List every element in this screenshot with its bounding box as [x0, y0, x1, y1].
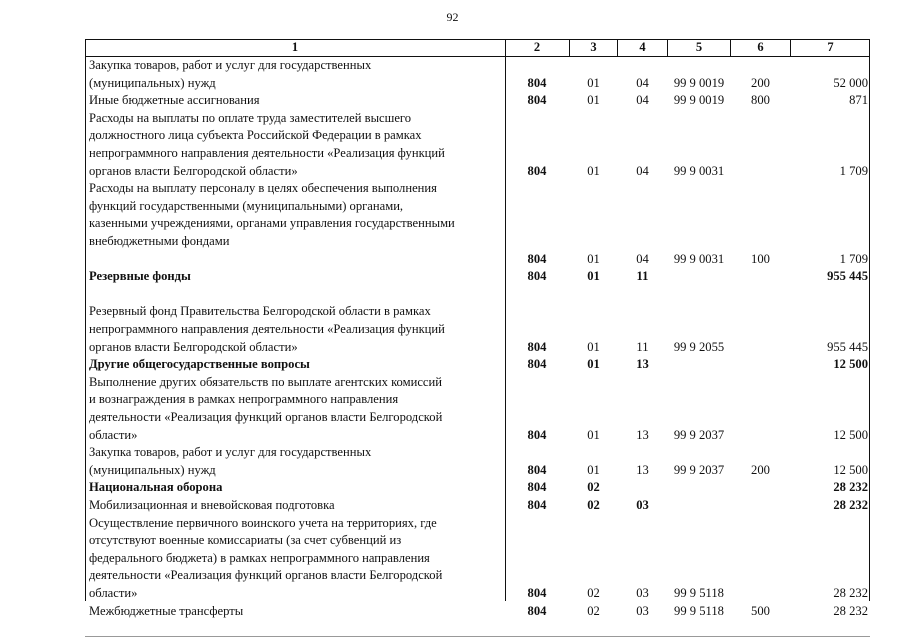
- col-border-6-7: [790, 39, 791, 56]
- description-line: функций государственными (муниципальными) органами,: [89, 198, 404, 213]
- cell-col-2: 804: [527, 480, 547, 495]
- cell-col-4: 04: [636, 163, 649, 178]
- row-description: [89, 374, 501, 444]
- row-description: [89, 268, 501, 303]
- cell-col-7: 12 500: [833, 462, 868, 477]
- description-line: внебюджетными фондами: [89, 233, 230, 248]
- table-row: [85, 92, 870, 110]
- cell-col-4: 03: [636, 498, 649, 512]
- cell-col-4: 04: [636, 93, 649, 108]
- row-description: [89, 515, 501, 603]
- table-row: [85, 303, 870, 356]
- cell-col-5: 99 9 5118: [674, 586, 724, 600]
- cell-col-7: 955 445: [827, 269, 868, 284]
- cell-col-5: 99 9 0031: [673, 163, 725, 178]
- header-col-7: 7: [827, 40, 834, 54]
- table-row: [85, 180, 870, 268]
- cell-col-5: 99 9 2037: [673, 462, 725, 477]
- description-line: Закупка товаров, работ и услуг для государственных: [89, 445, 372, 460]
- cell-col-3: 01: [587, 75, 600, 90]
- description-line: Национальная оборона: [89, 480, 223, 495]
- row-description: [89, 356, 501, 374]
- table-row: [85, 110, 870, 180]
- table-row: [85, 479, 870, 497]
- cell-col-2: 804: [527, 163, 547, 178]
- cell-col-3: 01: [587, 339, 600, 354]
- description-line: Осуществление первичного воинского учета на территориях, где: [89, 515, 437, 530]
- row-description: [89, 497, 501, 515]
- cell-col-5: 99 9 2055: [673, 339, 725, 354]
- header-col-6: 6: [757, 40, 764, 54]
- row-description: [89, 180, 501, 268]
- table-row: [85, 444, 870, 479]
- cell-col-4: 04: [636, 251, 649, 266]
- description-line: должностного лица субъекта Российской Федерации в рамках: [89, 128, 422, 143]
- table-row: [85, 603, 870, 621]
- table-row: [85, 57, 870, 92]
- description-line: Закупка товаров, работ и услуг для государственных: [89, 58, 372, 72]
- cell-col-4: 11: [636, 339, 649, 354]
- cell-col-3: 02: [587, 480, 600, 495]
- description-line: Мобилизационная и вневойсковая подготовка: [89, 498, 335, 512]
- cell-col-3: 02: [587, 603, 600, 618]
- description-line: Межбюджетные трансферты: [89, 603, 244, 618]
- row-description: [89, 603, 501, 621]
- cell-col-5: 99 9 5118: [674, 603, 724, 618]
- description-line: Резервный фонд Правительства Белгородской области в рамках: [89, 304, 431, 319]
- cell-col-4: 04: [636, 75, 649, 90]
- row-description: [89, 57, 501, 92]
- cell-col-7: 28 232: [833, 498, 868, 512]
- cell-col-4: 03: [636, 586, 649, 600]
- cell-col-7: 28 232: [833, 586, 868, 600]
- cell-col-3: 02: [587, 498, 600, 512]
- page-number: 92: [446, 10, 459, 24]
- col-border-4-5: [667, 39, 668, 56]
- description-line: деятельности «Реализация функций органов власти Белгородской: [89, 568, 443, 583]
- cell-col-7: 1 709: [839, 163, 868, 178]
- cell-col-2: 804: [527, 339, 547, 354]
- cell-col-2: 804: [527, 586, 547, 600]
- cell-col-2: 804: [527, 603, 547, 618]
- description-line: Выполнение других обязательств по выплате агентских комиссий: [89, 374, 442, 389]
- col-border-5-6: [730, 39, 731, 56]
- cell-col-6: 800: [751, 93, 770, 108]
- cell-col-2: 804: [527, 93, 547, 108]
- col-border-2-3: [569, 39, 570, 56]
- cell-col-3: 01: [587, 462, 600, 477]
- description-line: непрограммного направления деятельности «Реализация функций: [89, 321, 445, 336]
- header-col-4: 4: [639, 40, 646, 54]
- cell-col-4: 13: [636, 427, 649, 442]
- description-line: области»: [89, 427, 138, 442]
- cell-col-3: 01: [587, 269, 600, 284]
- cell-col-3: 01: [587, 427, 600, 442]
- cell-col-2: 804: [527, 269, 547, 284]
- cell-col-3: 01: [587, 251, 600, 266]
- cell-col-7: 28 232: [833, 480, 868, 495]
- cell-col-2: 804: [527, 357, 547, 372]
- description-line: казенными учреждениями, органами управления государственными: [89, 216, 455, 231]
- cell-col-7: 871: [849, 93, 868, 108]
- description-line: и вознаграждения в рамках непрограммного направления: [89, 392, 399, 407]
- cell-col-3: 02: [587, 586, 600, 600]
- cell-col-5: 99 9 0031: [673, 251, 725, 266]
- row-description: [89, 479, 501, 497]
- description-line: [89, 251, 501, 269]
- table-row: [85, 374, 870, 444]
- cell-col-7: 52 000: [833, 75, 868, 90]
- cell-col-6: 200: [751, 462, 770, 477]
- header-col-5: 5: [695, 40, 703, 54]
- description-line: отсутствуют военные комиссариаты (за счет субвенций из: [89, 533, 402, 548]
- row-description: [89, 110, 501, 180]
- description-line: Другие общегосударственные вопросы: [89, 357, 310, 372]
- cell-col-2: 804: [527, 462, 547, 477]
- cell-col-7: 12 500: [833, 357, 868, 372]
- description-line: области»: [89, 585, 138, 600]
- cell-col-5: 99 9 2037: [673, 427, 725, 442]
- cell-col-5: 99 9 0019: [673, 93, 725, 108]
- cell-col-3: 01: [587, 93, 600, 108]
- cell-col-3: 01: [587, 357, 600, 372]
- cell-col-7: 955 445: [827, 339, 868, 354]
- table-row: [85, 268, 870, 303]
- cell-col-7: 28 232: [833, 603, 868, 618]
- cell-col-7: 1 709: [839, 251, 868, 266]
- cell-col-6: 200: [751, 75, 770, 90]
- table-header: [85, 39, 870, 57]
- row-description: [89, 444, 501, 479]
- header-col-1: 1: [291, 40, 299, 54]
- cell-col-3: 01: [587, 163, 600, 178]
- header-col-2: 2: [533, 40, 541, 54]
- description-line: непрограммного направления деятельности «Реализация функций: [89, 145, 445, 160]
- description-line: деятельности «Реализация функций органов власти Белгородской: [89, 409, 443, 424]
- cell-col-4: 11: [636, 269, 649, 284]
- col-border-3-4: [617, 39, 618, 56]
- description-line: Расходы на выплаты по оплате труда заместителей высшего: [89, 110, 412, 125]
- description-line: (муниципальных) нужд: [89, 75, 216, 90]
- header-col-3: 3: [590, 40, 597, 54]
- page-bottom-line: [85, 636, 870, 637]
- cell-col-5: 99 9 0019: [673, 75, 725, 90]
- description-line: федерального бюджета) в рамках непрограммного направления: [89, 550, 430, 565]
- cell-col-4: 13: [636, 357, 649, 372]
- budget-table: [85, 39, 870, 618]
- description-line: Резервные фонды: [89, 269, 191, 284]
- cell-col-2: 804: [527, 427, 547, 442]
- cell-col-4: 03: [636, 603, 649, 618]
- description-line: (муниципальных) нужд: [89, 462, 216, 477]
- cell-col-2: 804: [527, 75, 547, 90]
- description-line: Иные бюджетные ассигнования: [89, 93, 260, 108]
- cell-col-7: 12 500: [833, 427, 868, 442]
- row-description: [89, 303, 501, 356]
- row-description: [89, 92, 501, 110]
- description-line: Расходы на выплату персоналу в целях обеспечения выполнения: [89, 181, 437, 196]
- cell-col-2: 804: [527, 251, 547, 266]
- description-line: органов власти Белгородской области»: [89, 163, 298, 178]
- cell-col-2: 804: [527, 498, 547, 512]
- table-row: [85, 515, 870, 603]
- table-row: [85, 356, 870, 374]
- table-row: [85, 497, 870, 515]
- cell-col-4: 13: [636, 462, 649, 477]
- description-line: [89, 286, 501, 304]
- description-line: органов власти Белгородской области»: [89, 339, 298, 354]
- cell-col-6: 100: [751, 251, 770, 266]
- cell-col-6: 500: [751, 603, 770, 618]
